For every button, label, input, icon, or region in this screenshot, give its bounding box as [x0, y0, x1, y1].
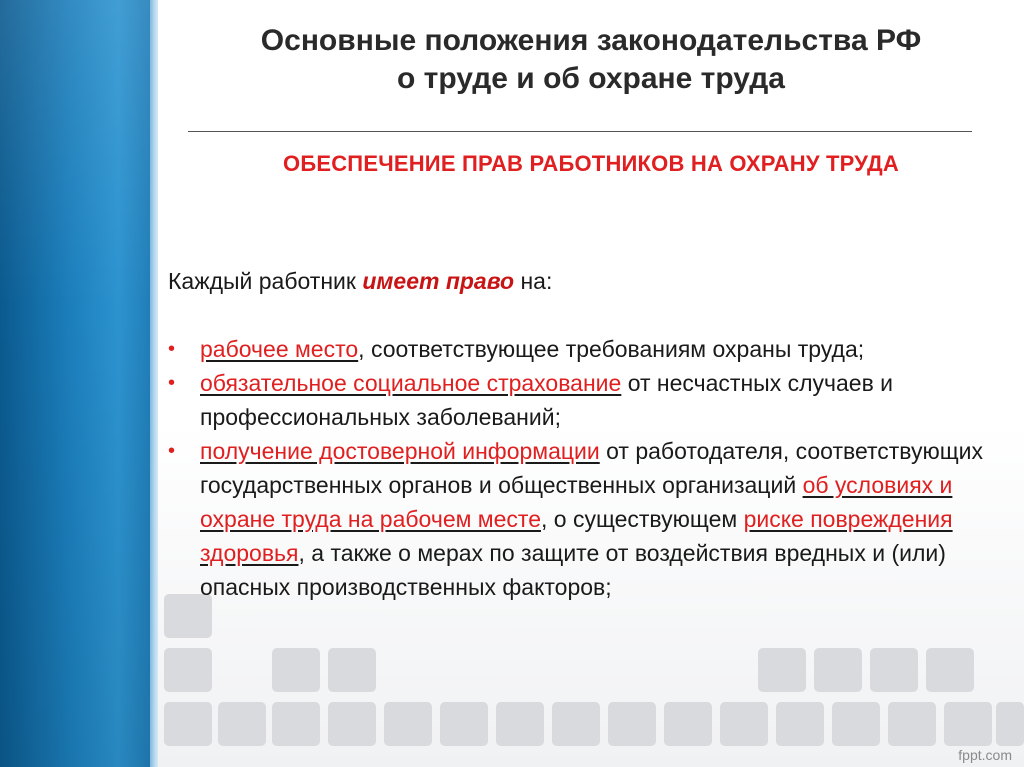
item-text: от работодателя, соответствующих государственных органов и общественных организаций: [200, 438, 984, 498]
link-health-risk[interactable]: риске повреждения здоровья: [200, 506, 953, 566]
intro-before: Каждый работник: [168, 268, 363, 294]
link-reliable-information[interactable]: получение достоверной информации: [200, 438, 600, 464]
item-text: , а также о мерах по защите от воздействия вредных и (или) опасных производственных факторов;: [200, 540, 946, 600]
title-line-1: Основные положения законодательства РФ: [260, 24, 922, 57]
list-item: [168, 332, 1008, 366]
title-line-2: о труде и об охране труда: [397, 62, 785, 95]
list-item: [168, 366, 1008, 434]
section-subtitle: ОБЕСПЕЧЕНИЕ ПРАВ РАБОТНИКОВ НА ОХРАНУ ТРУДА: [283, 151, 899, 176]
bullet-icon: •: [168, 372, 176, 394]
link-workplace[interactable]: рабочее место: [200, 336, 359, 362]
bullet-icon: •: [168, 440, 176, 462]
item-text: , о существующем: [540, 506, 744, 532]
bullet-icon: •: [168, 338, 176, 360]
intro-after: на:: [514, 268, 553, 294]
item-text: , соответствующее требованиям охраны труда;: [358, 336, 865, 362]
body-text: [168, 264, 1008, 604]
blue-side-band: [0, 0, 158, 767]
slide-title: [198, 22, 984, 98]
link-social-insurance[interactable]: обязательное социальное страхование: [200, 370, 622, 396]
band-edge-highlight: [150, 0, 158, 767]
rights-list: [168, 332, 1008, 604]
intro-line: [168, 264, 1008, 298]
intro-emphasis: имеет право: [362, 268, 515, 294]
item-text: от несчастных случаев и профессиональных заболеваний;: [200, 370, 894, 430]
watermark-text: fppt.com: [958, 747, 1012, 763]
link-working-conditions[interactable]: об условиях и охране труда на рабочем месте: [200, 472, 953, 532]
title-divider: [188, 131, 972, 132]
slide-content: [158, 0, 1024, 767]
list-item: [168, 434, 1008, 604]
